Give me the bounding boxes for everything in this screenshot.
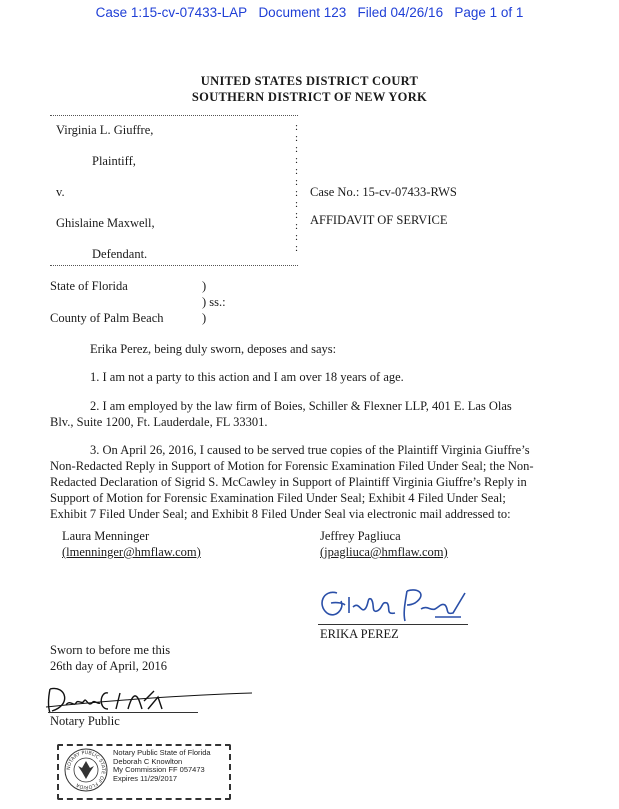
venue-ss: ) ss.: (202, 295, 226, 309)
notary-stamp-line-1: Notary Public State of Florida (113, 748, 211, 757)
jurat-line-2: 26th day of April, 2016 (50, 659, 168, 673)
paragraph-2-line-2: Blv., Suite 1200, Ft. Lauderdale, FL 33301. (50, 415, 268, 429)
paragraph-1: 1. I am not a party to this action and I am over 18 years of age. (90, 370, 404, 384)
notary-signature-line (48, 712, 198, 713)
notary-stamp-line-2: Deborah C Knowlton (113, 756, 183, 766)
affiant-signature-line (318, 624, 468, 625)
notary-stamp-text (113, 749, 211, 783)
paragraph-3-line-5: Exhibit 7 Filed Under Seal; and Exhibit 8 Filed Under Seal via electronic mail addressed to: (50, 507, 511, 521)
notary-stamp-line-4: Expires 11/29/2017 (113, 773, 178, 783)
plaintiff-role: Plaintiff, (92, 154, 136, 168)
affiant-name: ERIKA PEREZ (320, 627, 399, 641)
jurat-line-1: Sworn to before me this (50, 643, 171, 657)
notary-stamp-line-3: My Commission FF 057473 (113, 765, 205, 774)
header-document: Document 123 (258, 5, 347, 20)
venue-county: County of Palm Beach (50, 311, 164, 325)
header-filed: Filed 04/26/16 (357, 5, 444, 20)
ecf-header (0, 5, 619, 20)
plaintiff-name: Virginia L. Giuffre, (56, 123, 154, 137)
recipient-2-name: Jeffrey Pagliuca (320, 529, 401, 543)
affiant-signature (315, 583, 475, 625)
caption-colon-column: : : : : : : : : : : : : (295, 121, 299, 254)
header-page: Page 1 of 1 (454, 5, 524, 20)
caption-bottom-rule (50, 265, 298, 266)
defendant-role: Defendant. (92, 247, 148, 261)
paragraph-3-line-3: Redacted Declaration of Sigrid S. McCawley in Support of Plaintiff Virginia Giuffre’s Reply in (50, 475, 527, 489)
recipient-2-email[interactable]: (jpagliuca@hmflaw.com) (320, 545, 448, 559)
paragraph-2-line-1: 2. I am employed by the law firm of Boies, Schiller & Flexner LLP, 401 E. Las Olas (90, 399, 512, 413)
venue-state: State of Florida (50, 279, 128, 293)
header-case: Case 1:15-cv-07433-LAP (95, 5, 248, 20)
court-line-2: SOUTHERN DISTRICT OF NEW YORK (191, 90, 428, 104)
venue-paren-close: ) (202, 311, 207, 325)
case-number: Case No.: 15-cv-07433-RWS (310, 185, 457, 199)
paragraph-3-line-1: 3. On April 26, 2016, I caused to be served true copies of the Plaintiff Virginia Giuffre’s (90, 443, 530, 457)
paragraph-3-line-4: Support of Motion for Forensic Examination Filed Under Seal; Exhibit 4 Filed Under Seal; (50, 491, 506, 505)
caption-top-rule (50, 115, 298, 116)
notary-seal-text: NOTARY PUBLIC STATE OF FLORIDA (66, 750, 106, 790)
versus: v. (56, 185, 65, 199)
recipient-1-name: Laura Menninger (62, 529, 150, 543)
court-line-1: UNITED STATES DISTRICT COURT (200, 74, 419, 88)
paragraph-3-line-2: Non-Redacted Reply in Support of Motion for Forensic Examination Filed Under Seal; the Non- (50, 459, 534, 473)
venue-paren-open: ) (202, 279, 207, 293)
recipient-1-email[interactable]: (lmenninger@hmflaw.com) (62, 545, 201, 559)
intro-paragraph: Erika Perez, being duly sworn, deposes and says: (90, 342, 337, 356)
document-title: AFFIDAVIT OF SERVICE (310, 213, 448, 227)
defendant-name: Ghislaine Maxwell, (56, 216, 155, 230)
notary-seal-icon (62, 746, 110, 794)
notary-label: Notary Public (50, 714, 120, 728)
